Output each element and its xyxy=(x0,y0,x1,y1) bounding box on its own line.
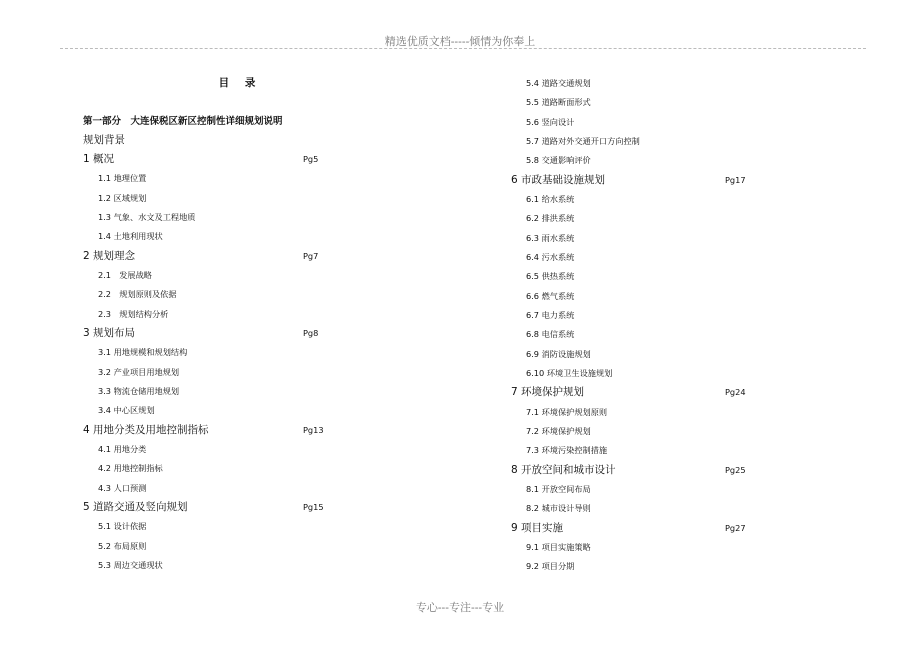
toc-subsection-entry[interactable] xyxy=(83,208,343,227)
toc-entry-label: 7.1 环境保护规划原则 xyxy=(526,406,608,417)
toc-subsection-entry[interactable] xyxy=(83,343,343,362)
toc-entry-label: 5.2 布局原则 xyxy=(98,540,147,551)
toc-subsection-entry[interactable] xyxy=(511,422,771,441)
toc-page-number: Pg27 xyxy=(725,522,746,533)
toc-subsection-entry[interactable] xyxy=(83,382,343,401)
toc-page-number: Pg17 xyxy=(725,174,746,185)
toc-subsection-entry[interactable] xyxy=(511,209,771,228)
toc-entry-label: 7 环境保护规划 xyxy=(511,386,585,399)
toc-subsection-entry[interactable] xyxy=(511,538,771,557)
toc-entry-label: 3.3 物流仓储用地规划 xyxy=(98,385,180,396)
toc-entry-label: 3.4 中心区规划 xyxy=(98,405,155,416)
toc-page-number: Pg15 xyxy=(303,501,324,512)
toc-subsection-entry[interactable] xyxy=(83,459,343,478)
toc-entry-label: 7.3 环境污染控制措施 xyxy=(526,445,608,456)
toc-subsection-entry[interactable] xyxy=(511,441,771,460)
toc-entry-label: 6.7 电力系统 xyxy=(526,309,575,320)
toc-entry-label: 6.6 燃气系统 xyxy=(526,290,575,301)
toc-subsection-entry[interactable] xyxy=(83,266,343,285)
toc-section-entry[interactable] xyxy=(511,383,771,402)
toc-entry-label: 5.8 交通影响评价 xyxy=(526,155,591,166)
toc-section-entry[interactable] xyxy=(511,461,771,480)
toc-entry-label: 5.3 周边交通现状 xyxy=(98,559,163,570)
toc-section-entry[interactable] xyxy=(511,519,771,538)
toc-page-number: Pg25 xyxy=(725,464,746,475)
toc-title: 目 录 xyxy=(218,77,262,89)
toc-subsection-entry[interactable] xyxy=(83,285,343,304)
toc-entry-label: 5.1 设计依据 xyxy=(98,521,147,532)
page-header: 精选优质文档-----倾情为你奉上 xyxy=(384,35,536,48)
toc-subsection-entry[interactable] xyxy=(83,440,343,459)
toc-section-entry[interactable] xyxy=(83,150,343,169)
toc-entry-label: 8.1 开放空间布局 xyxy=(526,483,591,494)
toc-entry-label: 6.1 给水系统 xyxy=(526,193,575,204)
toc-entry-label: 3.1 用地规模和规划结构 xyxy=(98,347,188,358)
toc-entry-label: 6.9 消防设施规划 xyxy=(526,348,591,359)
toc-entry-label: 2.1 发展战略 xyxy=(98,269,152,280)
toc-entry-label: 6.5 供热系统 xyxy=(526,271,575,282)
toc-entry-label: 2.2 规划原则及依据 xyxy=(98,289,177,300)
toc-page-number: Pg5 xyxy=(303,154,319,164)
toc-entry-label: 8 开放空间和城市设计 xyxy=(511,463,616,476)
toc-subsection-entry[interactable] xyxy=(83,517,343,536)
toc-subsection-entry[interactable] xyxy=(511,499,771,518)
toc-entry-label: 6.3 雨水系统 xyxy=(526,232,575,243)
toc-entry-label: 3 规划布局 xyxy=(83,326,136,339)
toc-entry-label: 9.1 项目实施策略 xyxy=(526,541,591,552)
toc-section-entry[interactable] xyxy=(83,421,343,440)
toc-entry-label: 8.2 城市设计导则 xyxy=(526,503,591,514)
toc-entry-label: 9.2 项目分期 xyxy=(526,561,575,572)
toc-entry-label: 9 项目实施 xyxy=(511,521,564,534)
toc-subsection-entry[interactable] xyxy=(511,113,771,132)
toc-section-entry[interactable] xyxy=(83,247,343,266)
toc-entry-label: 6 市政基础设施规划 xyxy=(511,173,606,186)
toc-subsection-entry[interactable] xyxy=(511,306,771,325)
toc-entry-label: 1.2 区域规划 xyxy=(98,192,147,203)
background-heading: 规划背景 xyxy=(83,134,125,146)
toc-entry-label: 5.5 道路断面形式 xyxy=(526,97,591,108)
toc-entry-label: 6.8 电信系统 xyxy=(526,329,575,340)
toc-left-column xyxy=(83,150,343,575)
toc-subsection-entry[interactable] xyxy=(511,557,771,576)
toc-subsection-entry[interactable] xyxy=(511,325,771,344)
toc-entry-label: 7.2 环境保护规划 xyxy=(526,425,591,436)
toc-subsection-entry[interactable] xyxy=(511,190,771,209)
toc-subsection-entry[interactable] xyxy=(83,363,343,382)
page-footer: 专心---专注---专业 xyxy=(415,601,505,614)
toc-entry-label: 5.4 道路交通规划 xyxy=(526,78,591,88)
toc-subsection-entry[interactable] xyxy=(83,189,343,208)
toc-subsection-entry[interactable] xyxy=(511,287,771,306)
toc-page-number: Pg8 xyxy=(303,327,319,338)
toc-subsection-entry[interactable] xyxy=(83,479,343,498)
toc-right-column xyxy=(511,74,771,577)
toc-subsection-entry[interactable] xyxy=(511,151,771,170)
toc-subsection-entry[interactable] xyxy=(83,401,343,420)
toc-subsection-entry[interactable] xyxy=(83,227,343,246)
toc-subsection-entry[interactable] xyxy=(83,305,343,324)
toc-subsection-entry[interactable] xyxy=(83,556,343,575)
toc-subsection-entry[interactable] xyxy=(511,267,771,286)
toc-entry-label: 1 概况 xyxy=(83,153,115,165)
toc-entry-label: 4 用地分类及用地控制指标 xyxy=(83,423,209,436)
toc-entry-label: 2 规划理念 xyxy=(83,249,136,262)
toc-entry-label: 5.7 道路对外交通开口方向控制 xyxy=(526,135,640,146)
toc-section-entry[interactable] xyxy=(83,324,343,343)
toc-subsection-entry[interactable] xyxy=(511,403,771,422)
toc-subsection-entry[interactable] xyxy=(83,537,343,556)
toc-entry-label: 6.10 环境卫生设施规划 xyxy=(526,367,613,378)
toc-subsection-entry[interactable] xyxy=(511,229,771,248)
toc-entry-label: 1.3 气象、水文及工程地质 xyxy=(98,211,196,222)
toc-subsection-entry[interactable] xyxy=(511,93,771,112)
toc-entry-label: 6.4 污水系统 xyxy=(526,251,575,262)
toc-entry-label: 4.1 用地分类 xyxy=(98,443,147,454)
toc-subsection-entry[interactable] xyxy=(511,74,771,93)
toc-page-number: Pg24 xyxy=(725,387,746,398)
toc-entry-label: 3.2 产业项目用地规划 xyxy=(98,366,180,377)
toc-subsection-entry[interactable] xyxy=(83,169,343,188)
toc-entry-label: 4.3 人口预测 xyxy=(98,482,147,493)
toc-entry-label: 1.4 土地利用现状 xyxy=(98,231,163,242)
toc-entry-label: 5 道路交通及竖向规划 xyxy=(83,500,188,513)
toc-page-number: Pg7 xyxy=(303,250,319,261)
header-divider xyxy=(60,48,866,49)
part-heading: 第一部分 大连保税区新区控制性详细规划说明 xyxy=(83,116,283,127)
toc-subsection-entry[interactable] xyxy=(511,345,771,364)
toc-entry-label: 6.2 排洪系统 xyxy=(526,213,575,224)
toc-section-entry[interactable] xyxy=(83,498,343,517)
toc-section-entry[interactable] xyxy=(511,171,771,190)
toc-subsection-entry[interactable] xyxy=(511,364,771,383)
toc-subsection-entry[interactable] xyxy=(511,248,771,267)
toc-subsection-entry[interactable] xyxy=(511,132,771,151)
toc-subsection-entry[interactable] xyxy=(511,480,771,499)
toc-entry-label: 1.1 地理位置 xyxy=(98,173,147,184)
toc-entry-label: 4.2 用地控制指标 xyxy=(98,463,163,474)
toc-page-number: Pg13 xyxy=(303,424,324,435)
toc-entry-label: 5.6 竖向设计 xyxy=(526,116,575,127)
toc-entry-label: 2.3 规划结构分析 xyxy=(98,308,169,319)
